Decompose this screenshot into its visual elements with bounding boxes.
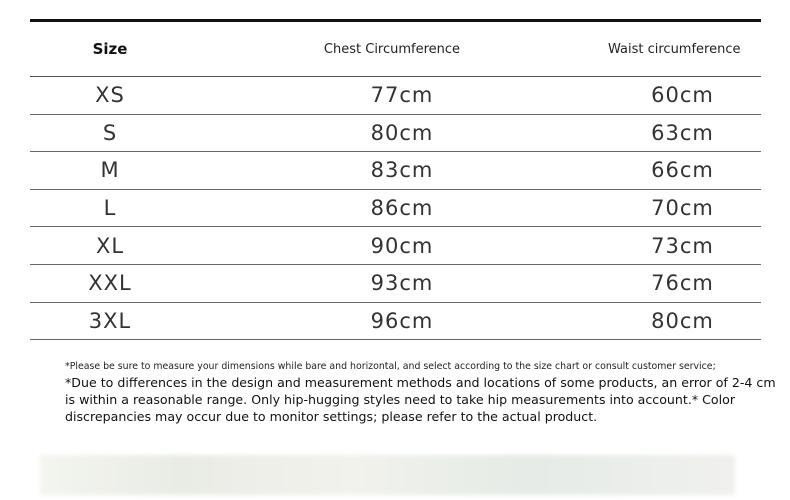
- table-row: [30, 190, 761, 228]
- size-cell: M: [100, 158, 120, 183]
- blurred-product-image-strip: [40, 455, 735, 495]
- waist-cell: 76cm: [651, 271, 714, 296]
- size-cell: L: [103, 196, 117, 221]
- waist-cell: 70cm: [651, 196, 714, 221]
- header-size: Size: [92, 40, 128, 58]
- difference-note: *Due to differences in the design and measurement methods and locations of some products, an error of 2-4 cm is within a reasonable range. Only hip-hugging styles need to take hip measurements into account.* Color discrepancies may occur due to monitor settings; please refer to the actual product.: [65, 375, 776, 424]
- waist-cell: 66cm: [651, 158, 714, 183]
- waist-cell: 73cm: [651, 233, 714, 258]
- size-cell: 3XL: [88, 308, 132, 333]
- chest-cell: 86cm: [370, 196, 434, 221]
- chest-cell: 80cm: [370, 120, 434, 145]
- header-chest: Chest Circumference: [323, 41, 461, 57]
- table-row: [30, 152, 761, 190]
- chest-cell: 90cm: [370, 233, 434, 258]
- chest-cell: 77cm: [370, 83, 434, 108]
- waist-cell: 80cm: [651, 308, 714, 333]
- table-row: [30, 115, 761, 153]
- footnotes: [65, 361, 780, 425]
- size-cell: XL: [95, 233, 125, 258]
- header-waist: Waist circumference: [608, 41, 741, 57]
- table-row: [30, 227, 761, 265]
- table-header-row: [30, 22, 761, 77]
- size-cell: XS: [95, 83, 125, 108]
- chest-cell: 93cm: [370, 271, 434, 296]
- table-row: [30, 265, 761, 303]
- chest-cell: 83cm: [370, 158, 434, 183]
- table-row: [30, 77, 761, 115]
- table-row: [30, 303, 761, 341]
- waist-cell: 63cm: [651, 120, 714, 145]
- chest-cell: 96cm: [370, 308, 434, 333]
- size-cell: XXL: [88, 271, 132, 296]
- waist-cell: 60cm: [651, 83, 714, 108]
- measure-note: *Please be sure to measure your dimensions while bare and horizontal, and select according to the size chart or consult customer service;: [65, 361, 716, 372]
- size-chart-table: [30, 19, 761, 340]
- size-cell: S: [102, 120, 118, 145]
